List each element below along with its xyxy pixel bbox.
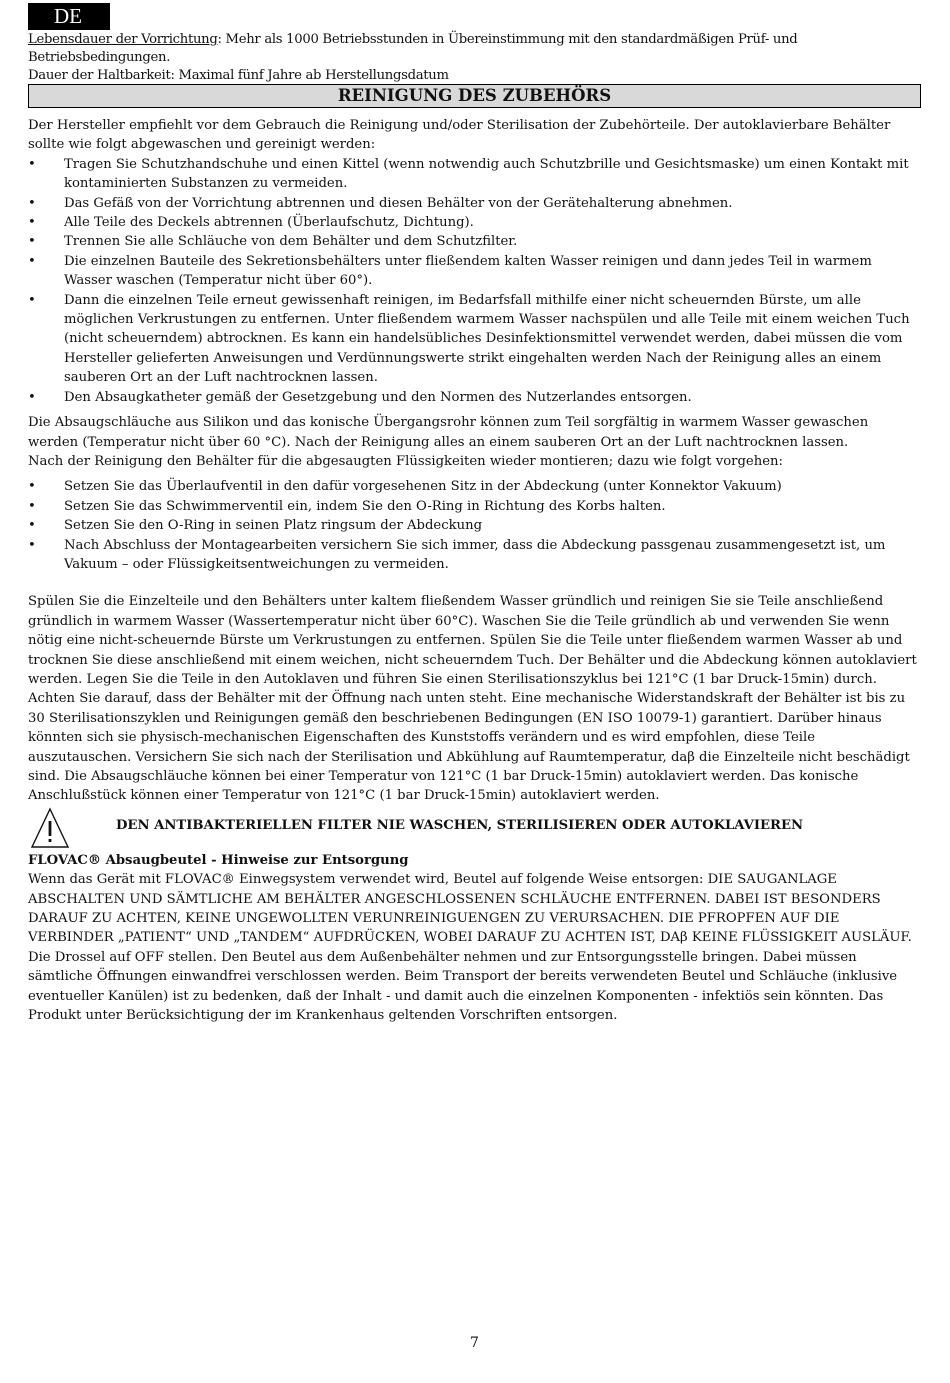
- lifetime-label: Lebensdauer der Vorrichtung: [28, 32, 218, 47]
- list-item: [28, 388, 921, 407]
- lifetime-text: : Mehr als 1000 Betriebsstunden in Übereinstimmung mit den standardmäßigen Prüf- und Betriebsbedingungen.: [28, 32, 798, 65]
- list-item: [28, 252, 921, 291]
- bullet: •: [28, 292, 36, 308]
- bullet: •: [28, 498, 36, 514]
- bullet: •: [28, 215, 36, 231]
- list-item: [28, 291, 921, 388]
- list-item-text: Setzen Sie das Schwimmerventil ein, indem Sie den O-Ring in Richtung des Korbs halten.: [64, 498, 666, 514]
- flovac-paragraph: Wenn das Gerät mit FLOVAC® Einwegsystem verwendet wird, Beutel auf folgende Weise entsorgen: DIE SAUGANLAGE ABSCHALTEN UND SÄMTLICHE AM BEHÄLTER ANGESCHLOSSENEN SCHLÄUCHE ENTFERNEN. DABEI IST BESONDERS DARAUF ZU ACHTEN, KEINE UNGEWOLLTEN VERUNREINIGUENGEN ZU VERURSACHEN. DIE PFROPFEN AUF DIE VERBINDER „PATIENT“ UND „TANDEM“ AUFDRÜCKEN, WOBEI DARAUF ZU ACHTEN IST, DAβ KEINE FLÜSSIGKEIT AUSLÄUF. Die Drossel auf OFF stellen. Den Beutel aus dem Außenbehälter nehmen und zur Entsorgungsstelle bringen. Dabei müssen sämtliche Öffnungen einwandfrei verschlossen werden. Beim Transport der bereits verwendeten Beutel und Schläuche (inklusive eventueller Kanülen) ist zu bedenken, daß der Inhalt - und damit auch die einzelnen Komponenten - infektiös sein könnten. Das Produkt unter Berücksichtigung der im Krankenhaus geltenden Vorschriften entsorgen.: [28, 872, 912, 1024]
- cleaning-intro: Der Hersteller empfiehlt vor dem Gebrauch die Reinigung und/oder Sterilisation der Zubehörteile. Der autoklavierbare Behälter sollte wie folgt abgewaschen und gereinigt werden:: [28, 118, 891, 153]
- language-tag: DE: [28, 3, 110, 30]
- list-item-text: Dann die einzelnen Teile erneut gewissenhaft reinigen, im Bedarfsfall mithilfe einer nicht scheuernden Bürste, um alle möglichen Verkrustungen zu entfernen. Unter fließendem warmem Wasser nachspülen und alle Teile mit einem weichen Tuch (nicht scheuerndem) abtrocknen. Es kann ein handelsübliches Desinfektionsmittel verwendet werden, dabei müssen die vom Hersteller gelieferten Anweisungen und Verdünnungswerte strikt eingehalten werden Nach der Reinigung alles an einem sauberen Ort an der Luft nachtrocknen lassen.: [64, 292, 910, 386]
- bullet: •: [28, 537, 36, 553]
- list-item: [28, 232, 921, 251]
- list-item-text: Trennen Sie alle Schläuche von dem Behälter und dem Schutzfilter.: [64, 234, 518, 250]
- section-body: [28, 116, 921, 1025]
- list-item-text: Nach Abschluss der Montagearbeiten versichern Sie sich immer, dass die Abdeckung passgenau zusammengesetzt ist, um Vakuum – oder Flüssigkeitsentweichungen zu vermeiden.: [64, 537, 886, 572]
- bullet: •: [28, 253, 36, 269]
- list-item: [28, 516, 921, 535]
- sterilisation-paragraph: Spülen Sie die Einzelteile und den Behälters unter kaltem fließendem Wasser gründlich und reinigen Sie sie Teile anschließend gründlich in warmem Wasser (Wassertemperatur nicht über 60°C). Waschen Sie die Teile gründlich ab und verwenden Sie wenn nötig eine nicht-scheuernde Bürste um Verkrustungen zu entfernen. Spülen Sie die Teile unter fließendem warmen Wasser ab und trocknen Sie diese anschließend mit einem weichen, nicht scheuerndem Tuch. Der Behälter und die Abdeckung können autoklaviert werden. Legen Sie die Teile in den Autoklaven und führen Sie einen Sterilisationszyklus bei 121°C (1 bar Druck-15min) durch. Achten Sie darauf, dass der Behälter mit der Öffnung nach unten steht. Eine mechanische Widerstandskraft der Behälter ist bis zu 30 Sterilisationszyklen und Reinigungen gemäß den beschriebenen Bedingungen (EN ISO 10079-1) garantiert. Darüber hinaus könnten sich sie physisch-mechanischen Eigenschaften des Kunststoffs verändern und es wird empfohlen, diese Teile auszutauschen. Versichern Sie sich nach der Sterilisation und Abkühlung auf Raumtemperatur, daβ die Einzelteile nicht beschädigt sind. Die Absaugschläuche können bei einer Temperatur von 121°C (1 bar Druck-15min) autoklaviert werden. Das konische Anschlußstück können einer Temperatur von 121°C (1 bar Druck-15min) autoklaviert werden.: [28, 594, 917, 804]
- tubes-paragraph: Die Absaugschläuche aus Silikon und das konische Übergangsrohr können zum Teil sorgfältig in warmem Wasser gewaschen werden (Temperatur nicht über 60 °C). Nach der Reinigung alles an einem sauberen Ort an der Luft nachtrocknen lassen.: [28, 415, 869, 450]
- list-item: [28, 477, 921, 496]
- page-number: 7: [470, 1335, 479, 1351]
- list-item-text: Alle Teile des Deckels abtrennen (Überlaufschutz, Dichtung).: [64, 215, 474, 231]
- list-item-text: Setzen Sie den O-Ring in seinen Platz ringsum der Abdeckung: [64, 518, 483, 534]
- bullet: •: [28, 479, 36, 495]
- list-item-text: Die einzelnen Bauteile des Sekretionsbehälters unter fließendem kalten Wasser reinigen und dann jedes Teil in warmem Wasser waschen (Temperatur nicht über 60°).: [64, 253, 872, 289]
- list-item: [28, 497, 921, 516]
- list-item: [28, 194, 921, 213]
- list-item-text: Das Gefäß von der Vorrichtung abtrennen und diesen Behälter von der Gerätehalterung abnehmen.: [64, 195, 733, 211]
- section-title: REINIGUNG DES ZUBEHÖRS: [28, 84, 921, 108]
- device-lifetime-block: [28, 31, 921, 85]
- bullet: •: [28, 518, 36, 534]
- shelf-life-line: Dauer der Haltbarkeit: Maximal fünf Jahre ab Herstellungsdatum: [28, 68, 449, 83]
- reassembly-steps-list: [28, 477, 921, 574]
- warning-text: DEN ANTIBAKTERIELLEN FILTER NIE WASCHEN, STERILISIEREN ODER AUTOKLAVIEREN: [116, 817, 804, 833]
- bullet: •: [28, 389, 36, 405]
- warning-triangle-icon: [30, 807, 70, 849]
- lifetime-line: [28, 31, 921, 67]
- bullet: •: [28, 156, 36, 172]
- list-item: [28, 536, 921, 575]
- bullet: •: [28, 195, 36, 211]
- list-item: [28, 155, 921, 194]
- bullet: •: [28, 234, 36, 250]
- list-item: [28, 213, 921, 232]
- list-item-text: Tragen Sie Schutzhandschuhe und einen Kittel (wenn notwendig auch Schutzbrille und Gesichtsmaske) um einen Kontakt mit kontaminierten Substanzen zu vermeiden.: [64, 156, 909, 192]
- reassembly-intro: Nach der Reinigung den Behälter für die abgesaugten Flüssigkeiten wieder montieren; dazu wie folgt vorgehen:: [28, 453, 783, 469]
- cleaning-steps-list: [28, 155, 921, 407]
- list-item-text: Den Absaugkatheter gemäß der Gesetzgebung und den Normen des Nutzerlandes entsorgen.: [64, 389, 692, 405]
- warning-row: [28, 807, 921, 851]
- flovac-heading: FLOVAC® Absaugbeutel - Hinweise zur Entsorgung: [28, 852, 409, 868]
- list-item-text: Setzen Sie das Überlaufventil in den dafür vorgesehenen Sitz in der Abdeckung (unter Konnektor Vakuum): [64, 479, 782, 495]
